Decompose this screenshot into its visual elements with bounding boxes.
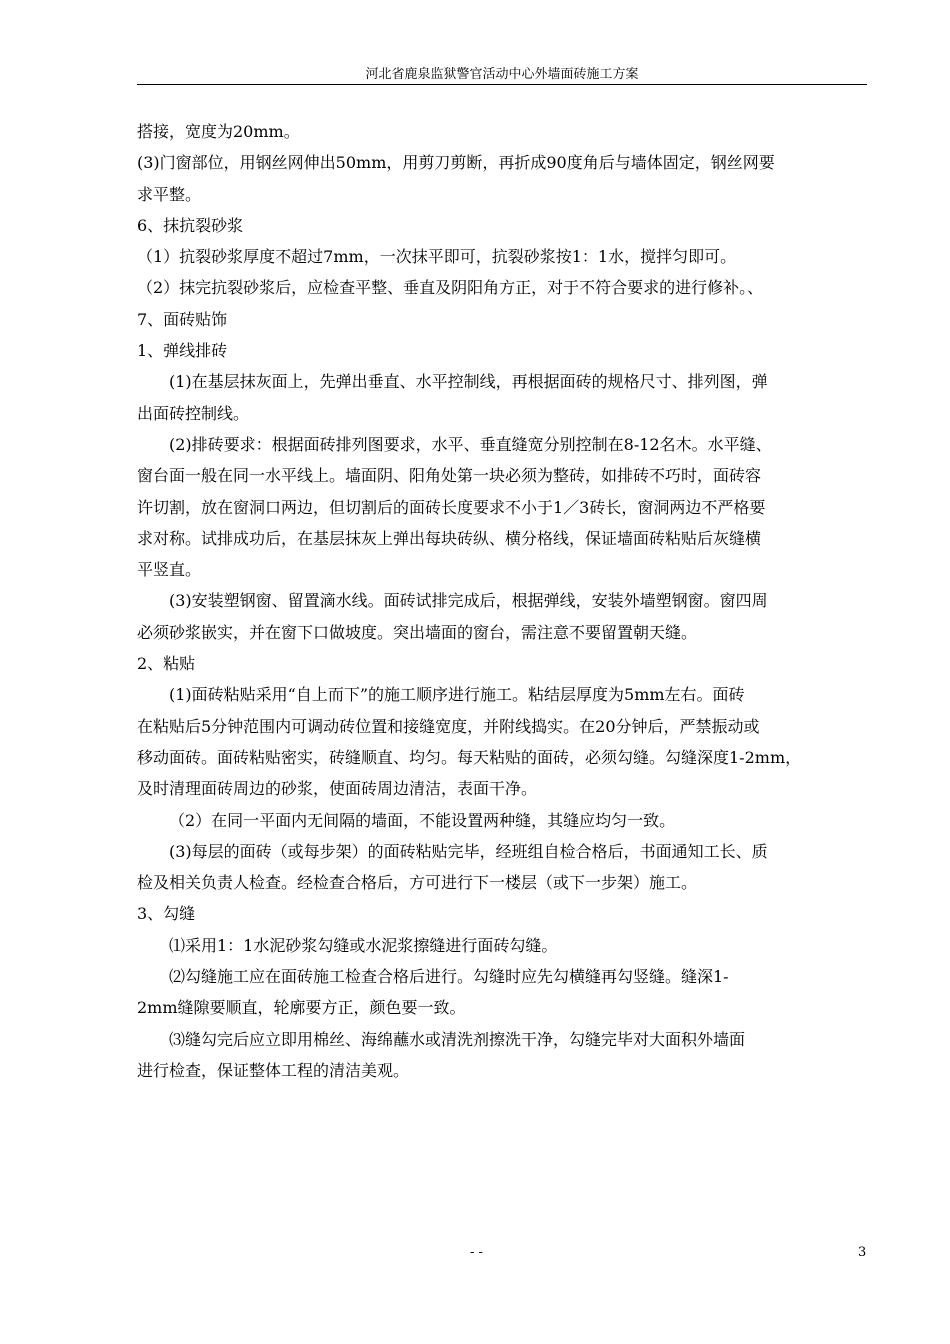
text-line: ⑶缝勾完后应立即用棉丝、海绵蘸水或清洗剂擦洗干净，勾缝完毕对大面积外墙面 [169, 1029, 746, 1049]
text-line: （2）在同一平面内无间隔的墙面，不能设置两种缝，其缝应均匀一致。 [169, 810, 676, 830]
text-line: ⑴采用1：1水泥砂浆勾缝或水泥浆擦缝进行面砖勾缝。 [169, 935, 558, 955]
text-line: （1）抗裂砂浆厚度不超过7mm，一次抹平即可，抗裂砂浆按1：1水，搅拌匀即可。 [137, 247, 737, 267]
text-line: 7、面砖贴饰 [137, 309, 228, 329]
text-line: (1)面砖粘贴采用“自上而下”的施工顺序进行施工。粘结层厚度为5mm左右。面砖 [169, 685, 745, 705]
text-line: 窗台面一般在同一水平线上。墙面阴、阳角处第一块必须为整砖，如排砖不巧时，面砖容 [137, 466, 762, 486]
text-line: 移动面砖。面砖粘贴密实，砖缝顺直、均匀。每天粘贴的面砖，必须勾缝。勾缝深度1-2mm， [137, 747, 802, 767]
text-line: 在粘贴后5分钟范围内可调动砖位置和接缝宽度，并附线捣实。在20分钟后，严禁振动或 [137, 716, 760, 736]
text-line: 出面砖控制线。 [137, 403, 250, 423]
text-line: （2）抹完抗裂砂浆后，应检查平整、垂直及阴阳角方正，对于不符合要求的进行修补。、 [137, 278, 764, 298]
text-line: 及时清理面砖周边的砂浆，使面砖周边清洁，表面干净。 [137, 779, 538, 799]
footer-center-text: - - [470, 1245, 483, 1260]
text-line: 许切割，放在窗洞口两边，但切割后的面砖长度要求不小于1／3砖长，窗洞两边不严格要 [137, 497, 766, 517]
text-line: 平竖直。 [137, 560, 202, 580]
text-line: 进行检查，保证整体工程的清洁美观。 [137, 1060, 410, 1080]
text-line: 求对称。试排成功后，在基层抹灰上弹出每块砖纵、横分格线，保证墙面砖粘贴后灰缝横 [137, 528, 762, 548]
text-line: 1、弹线排砖 [137, 341, 228, 361]
page-number: 3 [858, 1245, 867, 1260]
text-line: (3)安装塑钢窗、留置滴水线。面砖试排完成后，根据弹线，安装外墙塑钢窗。窗四周 [169, 591, 768, 611]
text-line: 检及相关负责人检查。经检查合格后，方可进行下一楼层（或下一步架）施工。 [137, 873, 698, 893]
text-line: (1)在基层抹灰面上，先弹出垂直、水平控制线，再根据面砖的规格尺寸、排列图，弹 [169, 372, 768, 392]
text-line: (3)每层的面砖（或每步架）的面砖粘贴完毕，经班组自检合格后，书面通知工长、质 [169, 841, 768, 861]
text-line: 6、抹抗裂砂浆 [137, 215, 244, 235]
text-line: 3、勾缝 [137, 904, 196, 924]
text-line: 搭接，宽度为20mm。 [137, 122, 300, 141]
header-rule [137, 84, 867, 85]
page-header-title: 河北省鹿泉监狱警官活动中心外墙面砖施工方案 [365, 67, 639, 82]
text-line: 必须砂浆嵌实，并在窗下口做坡度。突出墙面的窗台，需注意不要留置朝天缝。 [137, 622, 698, 642]
text-line: 2mm缝隙要顺直，轮廓要方正，颜色要一致。 [137, 998, 466, 1018]
text-line: 求平整。 [137, 184, 202, 204]
text-line: (2)排砖要求：根据面砖排列图要求，水平、垂直缝宽分别控制在8-12名木。水平缝、 [169, 434, 772, 454]
document-body [137, 116, 867, 1086]
text-line: 2、粘贴 [137, 654, 196, 674]
text-line: (3)门窗部位，用钢丝网伸出50mm，用剪刀剪断，再折成90度角后与墙体固定，钢丝网要 [137, 153, 775, 173]
text-line: ⑵勾缝施工应在面砖施工检查合格后进行。勾缝时应先勾横缝再勾竖缝。缝深1- [169, 967, 729, 987]
